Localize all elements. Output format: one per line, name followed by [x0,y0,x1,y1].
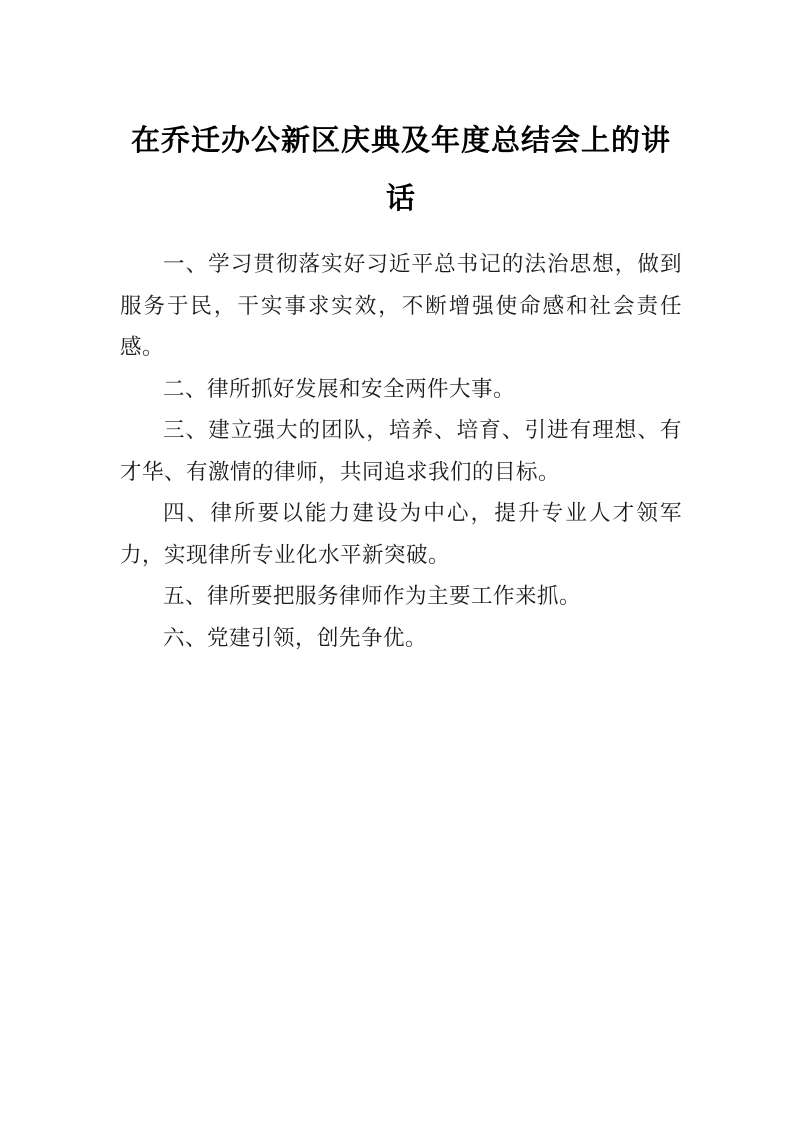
paragraph-5: 五、律所要把服务律师作为主要工作来抓。 [163,584,582,608]
paragraph-6: 六、党建引领，创先争优。 [163,625,428,650]
document-title: 在乔迁办公新区庆典及年度总结会上的讲话 [130,125,671,215]
paragraph-4: 四、律所要以能力建设为中心，提升专业人才领军力，实现律所专业化水平新突破。 [120,501,682,567]
document-body [120,244,682,659]
paragraph-3: 三、建立强大的团队，培养、培育、引进有理想、有才华、有激情的律师，共同追求我们的目标。 [120,418,682,484]
paragraph-2: 二、律所抓好发展和安全两件大事。 [163,376,516,401]
paragraph-1: 一、学习贯彻落实好习近平总书记的法治思想，做到服务于民，干实事求实效，不断增强使命感和社会责任感。 [120,252,682,359]
